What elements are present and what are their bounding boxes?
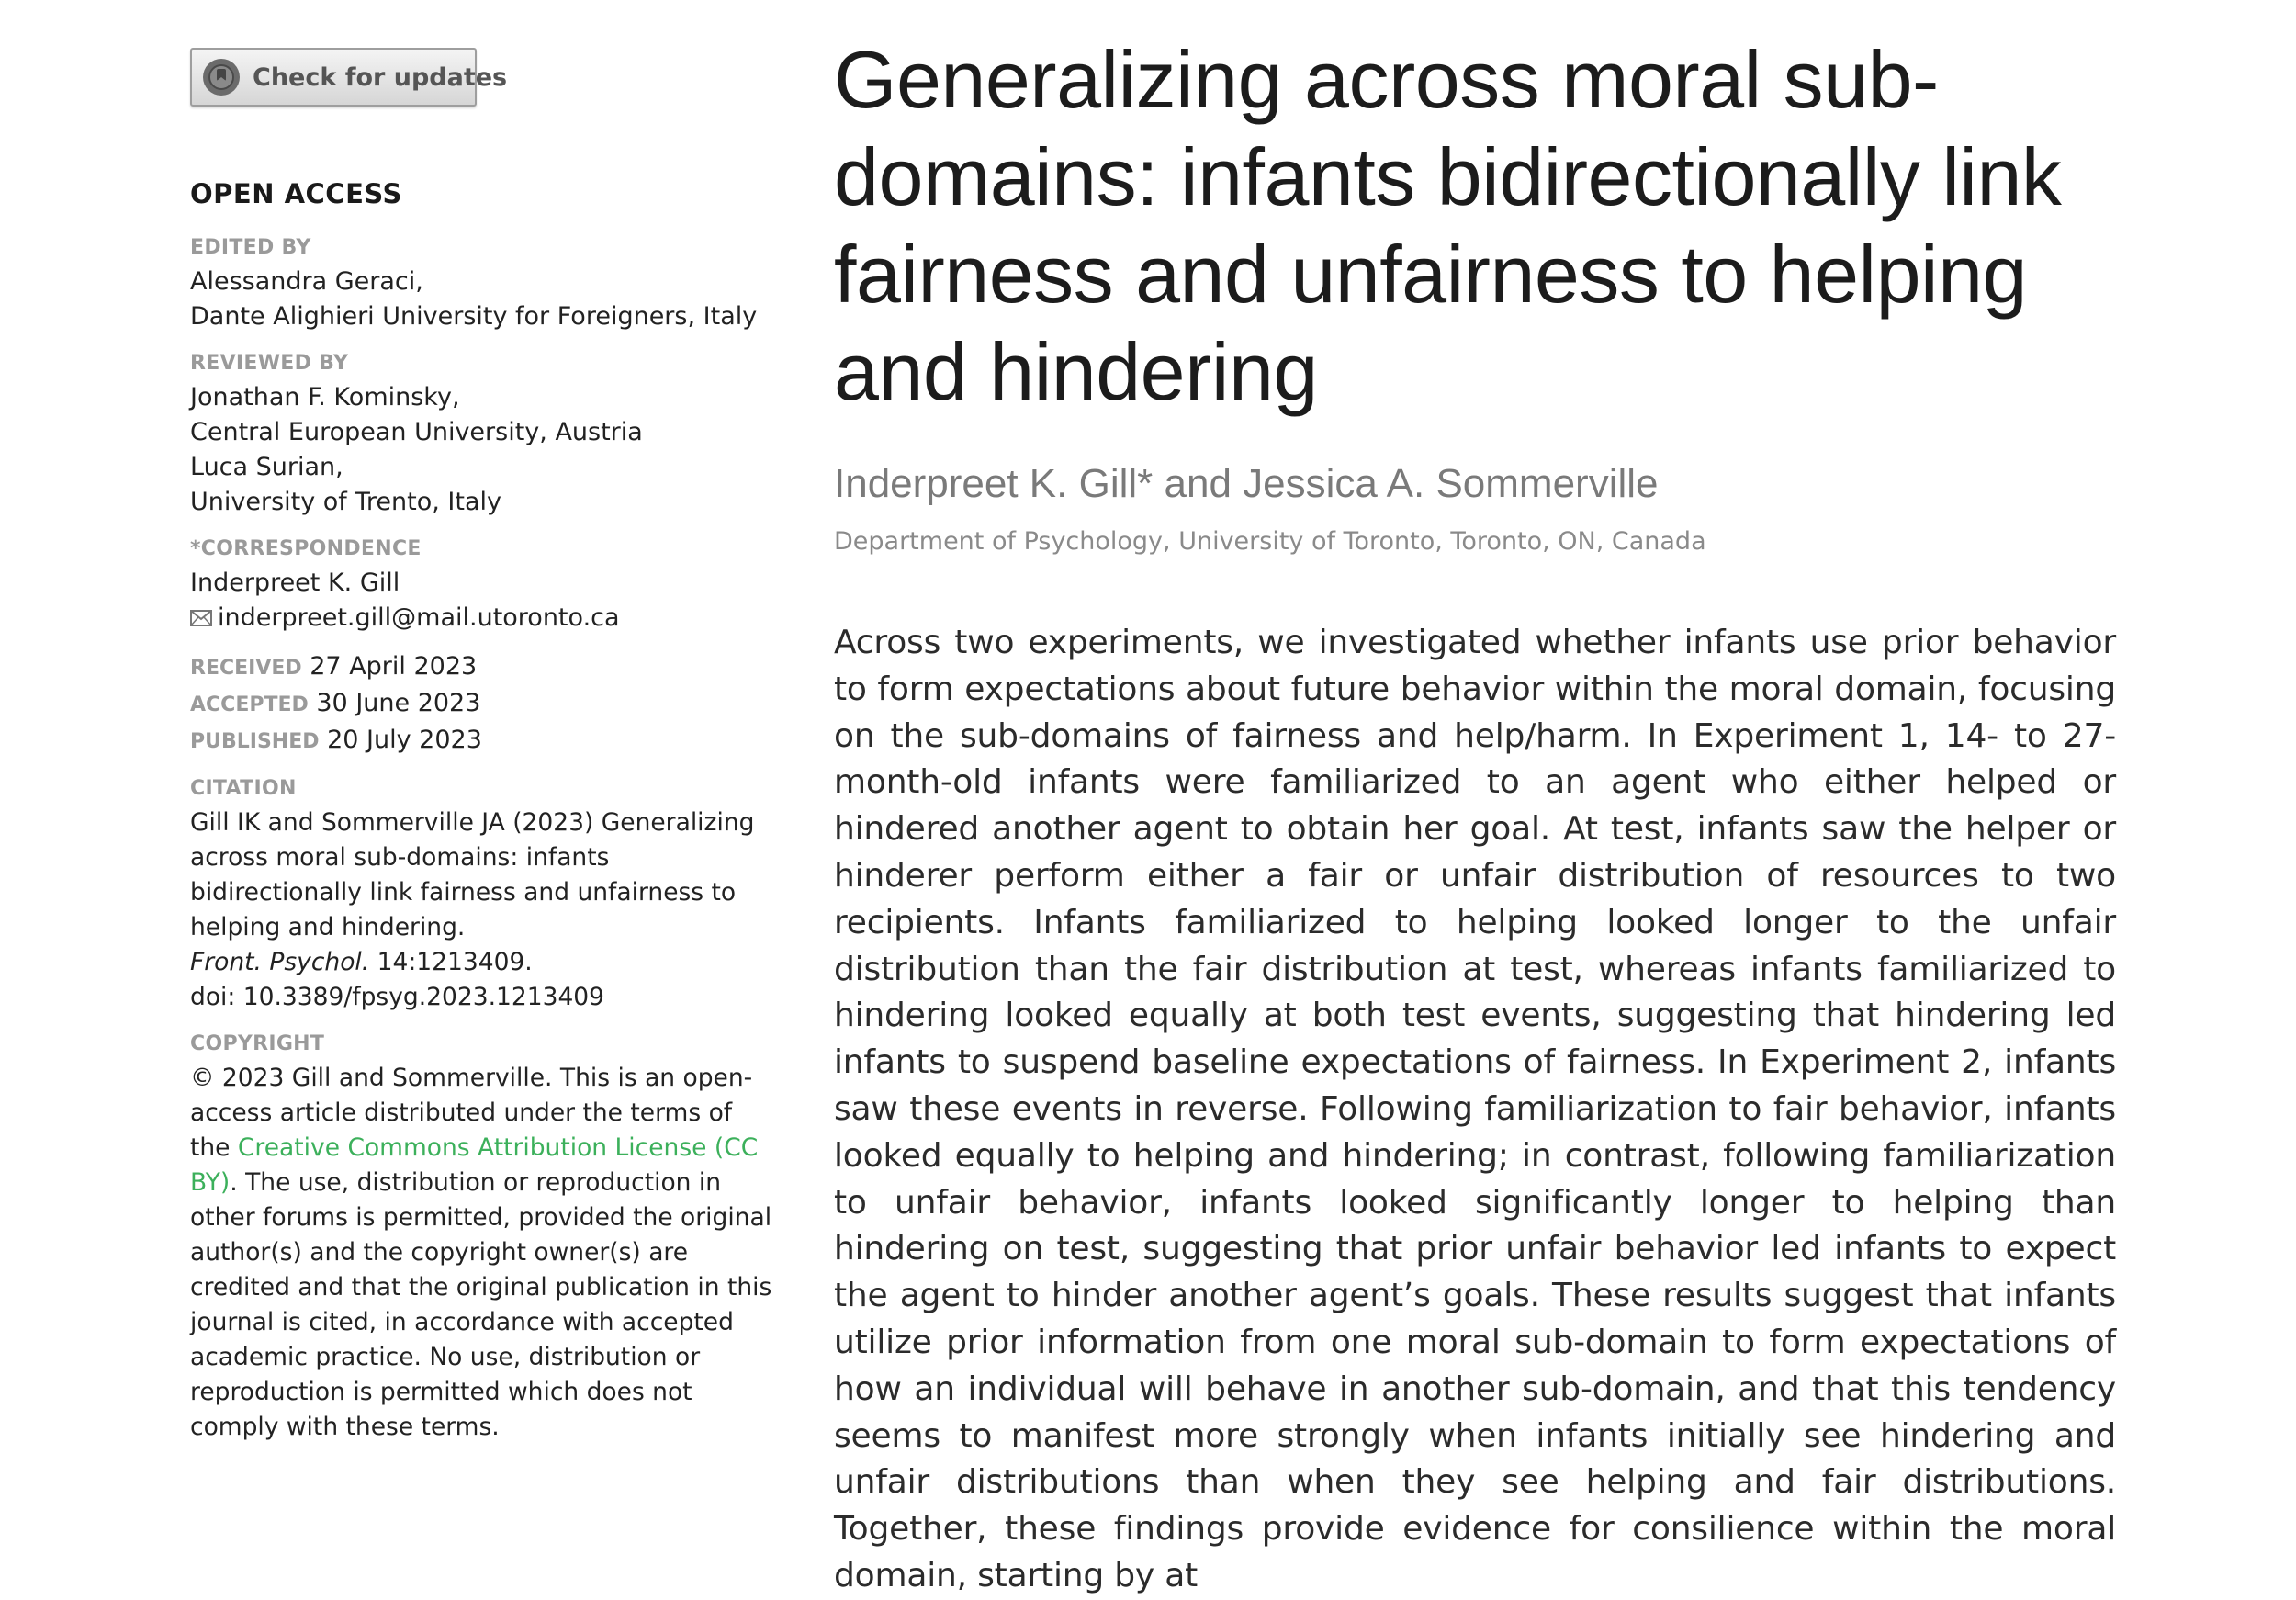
correspondence-label: *CORRESPONDENCE [190, 537, 422, 560]
citation-doi[interactable]: doi: 10.3389/fpsyg.2023.1213409 [190, 982, 605, 1011]
citation-text: Gill IK and Sommerville JA (2023) Generalizing across moral sub-domains: infants bidirectionally link fairness and unfairness to helping and hindering. [190, 807, 755, 941]
reviewer-1-affiliation: Central European University, Austria [190, 418, 643, 446]
edited-by-section [190, 231, 778, 334]
copyright-section [190, 1028, 778, 1445]
article-affiliation: Department of Psychology, University of Toronto, Toronto, ON, Canada [834, 527, 1706, 556]
citation-volume: 14:1213409. [369, 947, 533, 976]
published-date: 20 July 2023 [327, 725, 482, 754]
citation-section [190, 772, 778, 1015]
copyright-label: COPYRIGHT [190, 1031, 325, 1055]
correspondence-section [190, 533, 778, 637]
editor-name: Alessandra Geraci, [190, 267, 423, 296]
article-abstract: Across two experiments, we investigated whether infants use prior behavior to form expectations about future behavior within the moral domain, focusing on the sub-domains of fairness and help/harm. In Experiment 1, 14- to 27-month-old infants were familiarized to an agent who either helped or hindered another agent to obtain her goal. At test, infants saw the helper or hinderer perform either a fair or unfair distribution of resources to two recipients. Infants familiarized to helping looked longer to the unfair distribution than the fair distribution at test, whereas infants familiarized to hindering looked equally at both test events, suggesting that hindering led infants to suspend baseline expectations of fairness. In Experiment 2, infants saw these events in reverse. Following familiarization to fair behavior, infants looked equally to helping and hindering; in contrast, following familiarization to unfair behavior, infants looked significantly longer to helping than hindering on test, suggesting that prior unfair behavior led infants to expect the agent to hinder another agent’s goals. These results suggest that infants utilize prior information from one moral sub-domain to form expectations of how an individual will behave in another sub-domain, and that this tendency seems to manifest more strongly when infants initially see hindering and unfair distributions than when they see helping and fair distributions. Together, these findings provide evidence for consilience within the moral domain, starting by at [834, 624, 2116, 1594]
correspondence-name: Inderpreet K. Gill [190, 569, 400, 597]
reviewed-by-section [190, 347, 778, 520]
mail-icon [190, 602, 212, 637]
received-label: RECEIVED [190, 656, 302, 680]
editor-affiliation: Dante Alighieri University for Foreigners, Italy [190, 302, 758, 331]
accepted-date: 30 June 2023 [316, 688, 481, 717]
accepted-row [190, 686, 778, 723]
reviewer-2-name: Luca Surian, [190, 453, 343, 481]
citation-journal: Front. Psychol. [190, 947, 370, 976]
citation-journal-row [190, 945, 778, 980]
received-date: 27 April 2023 [310, 651, 478, 681]
check-for-updates-label: Check for updates [253, 62, 508, 92]
check-for-updates-button[interactable] [190, 48, 508, 107]
reviewer-2-affiliation: University of Trento, Italy [190, 488, 501, 516]
reviewed-by-label: REVIEWED BY [190, 352, 349, 375]
correspondence-email[interactable]: inderpreet.gill@mail.utoronto.ca [218, 603, 620, 632]
article-main [834, 31, 2116, 1600]
published-label: PUBLISHED [190, 729, 320, 753]
copyright-text-before: © 2023 Gill and Sommerville. This is an open-access article distributed under the terms of the [190, 1063, 753, 1162]
article-authors: Inderpreet K. Gill* and Jessica A. Sommerville [834, 461, 1659, 506]
edited-by-label: EDITED BY [190, 236, 311, 259]
dates-section [190, 649, 778, 760]
article-title: Generalizing across moral sub-domains: infants bidirectionally link fairness and unfairness to helping and hindering [834, 34, 2062, 417]
received-row [190, 649, 778, 686]
citation-label: CITATION [190, 776, 297, 800]
article-sidebar [190, 48, 778, 1445]
correspondence-email-row [190, 601, 778, 637]
published-row [190, 723, 778, 760]
open-access-heading: OPEN ACCESS [190, 178, 402, 209]
reviewer-1-name: Jonathan F. Kominsky, [190, 383, 460, 411]
copyright-text-after: . The use, distribution or reproduction in other forums is permitted, provided the original author(s) and the copyright owner(s) are credited and that the original publication in this journal is cited, in accordance with accepted academic practice. No use, distribution or reproduction is permitted which does not comply with these terms. [190, 1167, 772, 1441]
crossmark-icon [203, 59, 240, 96]
copyright-text [190, 1061, 778, 1445]
accepted-label: ACCEPTED [190, 693, 309, 716]
cc-by-license-link[interactable]: Creative Commons Attribution License (CC BY) [190, 1132, 759, 1197]
